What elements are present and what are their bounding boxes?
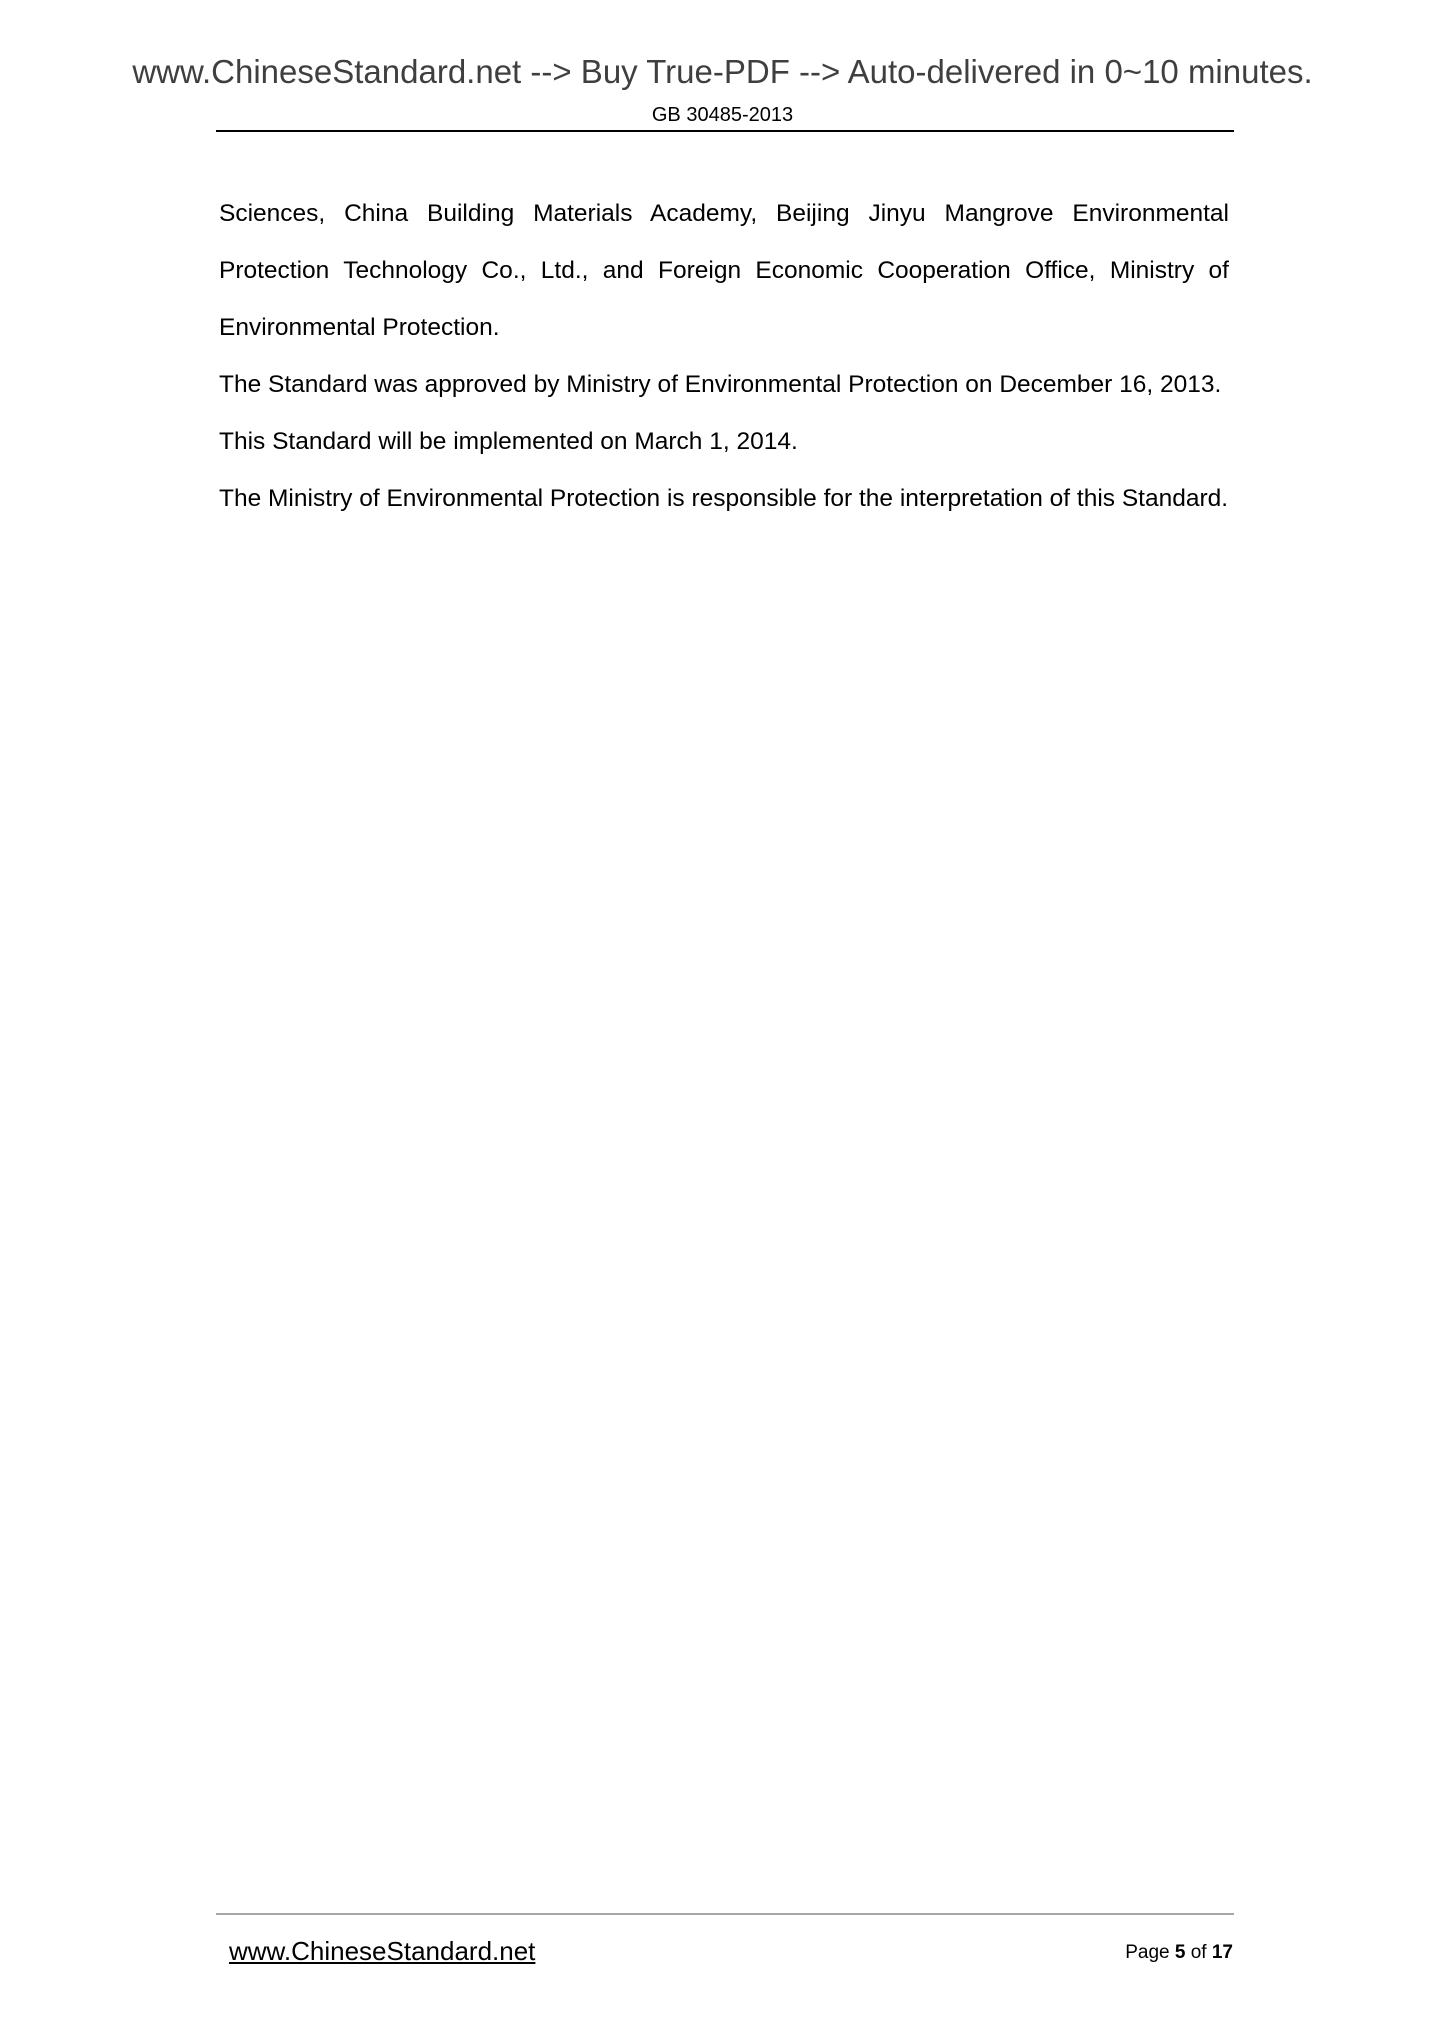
page-number: 5 bbox=[1174, 1942, 1186, 1963]
page-indicator bbox=[1125, 1942, 1233, 1965]
footer-divider bbox=[216, 1913, 1234, 1915]
site-banner[interactable]: www.ChineseStandard.net --> Buy True-PDF --> Auto-delivered in 0~10 minutes. bbox=[132, 53, 1313, 90]
paragraph: The Ministry of Environmental Protection is responsible for the interpretation of this Standard. bbox=[219, 485, 1229, 512]
standard-code: GB 30485-2013 bbox=[651, 104, 794, 126]
total-pages: 17 bbox=[1211, 1942, 1233, 1963]
paragraph: Sciences, China Building Materials Academy, Beijing Jinyu Mangrove Environmental Protection Technology Co., Ltd., and Foreign Economic Cooperation Office, Ministry of Environmental Protection. bbox=[219, 200, 1229, 341]
header-divider bbox=[216, 130, 1234, 132]
paragraph: The Standard was approved by Ministry of Environmental Protection on December 16, 2013. bbox=[219, 371, 1222, 398]
paragraph: This Standard will be implemented on March 1, 2014. bbox=[219, 428, 798, 455]
footer-site-link[interactable]: www.ChineseStandard.net bbox=[229, 1936, 536, 1966]
of-label: of bbox=[1190, 1942, 1207, 1963]
document-body bbox=[219, 185, 1229, 527]
page-label: Page bbox=[1125, 1942, 1170, 1963]
